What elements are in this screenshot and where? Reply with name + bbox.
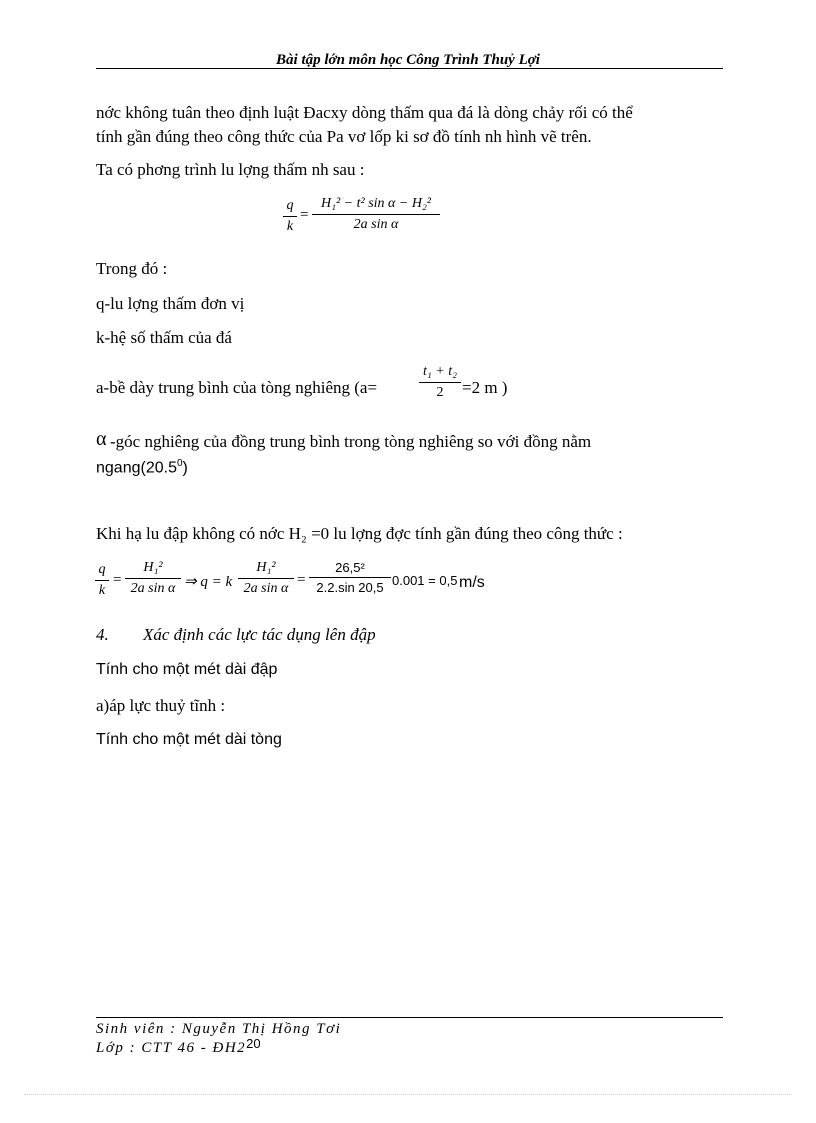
definition-alpha: -góc nghiêng của đồng trung bình trong tòng nghiêng so với đồng nằm xyxy=(110,432,592,451)
closing-paren: ) xyxy=(182,459,188,477)
fraction-bar xyxy=(312,214,440,215)
implies-expression: ⇒ q = k xyxy=(184,574,233,590)
result-value: 0.001 = 0,5 xyxy=(392,573,458,588)
fraction-q-over-k xyxy=(283,198,297,235)
definition-alpha-line2 xyxy=(96,458,188,477)
fraction-numerator: 26,5² xyxy=(335,560,365,575)
fraction-numeric xyxy=(309,560,391,595)
fraction-a-value xyxy=(419,364,461,401)
degree-superscript: 0 xyxy=(176,458,183,469)
fraction-bar xyxy=(419,382,461,383)
fraction-numerator: H₁² − t² sin α − H₂² xyxy=(320,196,432,211)
paragraph-line: nớc không tuân theo định luật Đacxy dòng thấm qua đá là dòng chảy rối có thể xyxy=(96,103,633,122)
fraction-bar xyxy=(238,578,294,579)
fraction-bar xyxy=(283,216,297,217)
fraction-numerator: q xyxy=(286,198,294,213)
equals-sign: = xyxy=(300,207,309,223)
paragraph-downstream: Khi hạ lu đập không có nớc H₂ =0 lu lợng đợc tính gần đúng theo công thức : xyxy=(96,524,623,543)
definition-k: k-hệ số thấm của đá xyxy=(96,328,232,347)
fraction-numerator: q xyxy=(98,562,106,577)
footer-class-text: Lớp : CTT 46 - ĐH2 xyxy=(96,1040,247,1056)
body-line: a)áp lực thuỷ tĩnh : xyxy=(96,696,226,715)
fraction-denominator: 2a sin α xyxy=(243,581,289,596)
section-number: 4. xyxy=(96,625,109,644)
fraction-numerator: H₁² xyxy=(256,560,276,575)
footer-class xyxy=(96,1036,261,1057)
header-rule xyxy=(96,68,723,69)
fraction-denominator: 2a sin α xyxy=(353,217,399,232)
result-unit: m/s xyxy=(459,574,485,591)
paragraph-line: tính gần đúng theo công thức của Pa vơ lốp ki sơ đồ tính nh hình vẽ trên. xyxy=(96,127,592,146)
fraction-denominator: k xyxy=(286,219,294,234)
definition-a-result: =2 m ) xyxy=(462,378,508,397)
trong-do-label: Trong đó : xyxy=(96,259,168,278)
alpha-angle-value: ngang(20.5 xyxy=(96,459,177,477)
fraction-numerator: t₁ + t₂ xyxy=(423,364,457,379)
body-line: Tính cho một mét dài đập xyxy=(96,661,278,678)
equals-sign: = xyxy=(297,572,306,588)
fraction-denominator: k xyxy=(98,583,106,598)
fraction-h1-squared xyxy=(238,560,294,597)
page-number: 20 xyxy=(246,1036,261,1051)
fraction-denominator: 2.2.sin 20,5 xyxy=(316,580,384,595)
definition-a: a-bề dày trung bình của tòng nghiêng (a= xyxy=(96,378,378,397)
fraction-denominator: 2 xyxy=(436,385,444,400)
page-bottom-dotted-line xyxy=(24,1094,792,1095)
page-header-title: Bài tập lớn môn học Công Trình Thuỷ Lợi xyxy=(276,52,540,68)
alpha-symbol: α xyxy=(96,428,107,450)
fraction-q-over-k xyxy=(95,562,109,599)
section-title: Xác định các lực tác dụng lên đập xyxy=(143,625,376,644)
fraction-flow-rhs xyxy=(312,196,440,233)
paragraph-line: Ta có phơng trình lu lợng thấm nh sau : xyxy=(96,160,365,179)
fraction-bar xyxy=(125,578,181,579)
footer-student: Sinh viên : Nguyễn Thị Hồng Tơi xyxy=(96,1021,342,1037)
fraction-bar xyxy=(309,577,391,578)
equals-sign: = xyxy=(113,572,122,588)
footer-rule xyxy=(96,1017,723,1018)
fraction-bar xyxy=(95,580,109,581)
body-line: Tính cho một mét dài tòng xyxy=(96,731,282,748)
fraction-denominator: 2a sin α xyxy=(130,581,176,596)
fraction-h1-squared xyxy=(125,560,181,597)
definition-q: q-lu lợng thấm đơn vị xyxy=(96,294,245,313)
fraction-numerator: H₁² xyxy=(143,560,163,575)
